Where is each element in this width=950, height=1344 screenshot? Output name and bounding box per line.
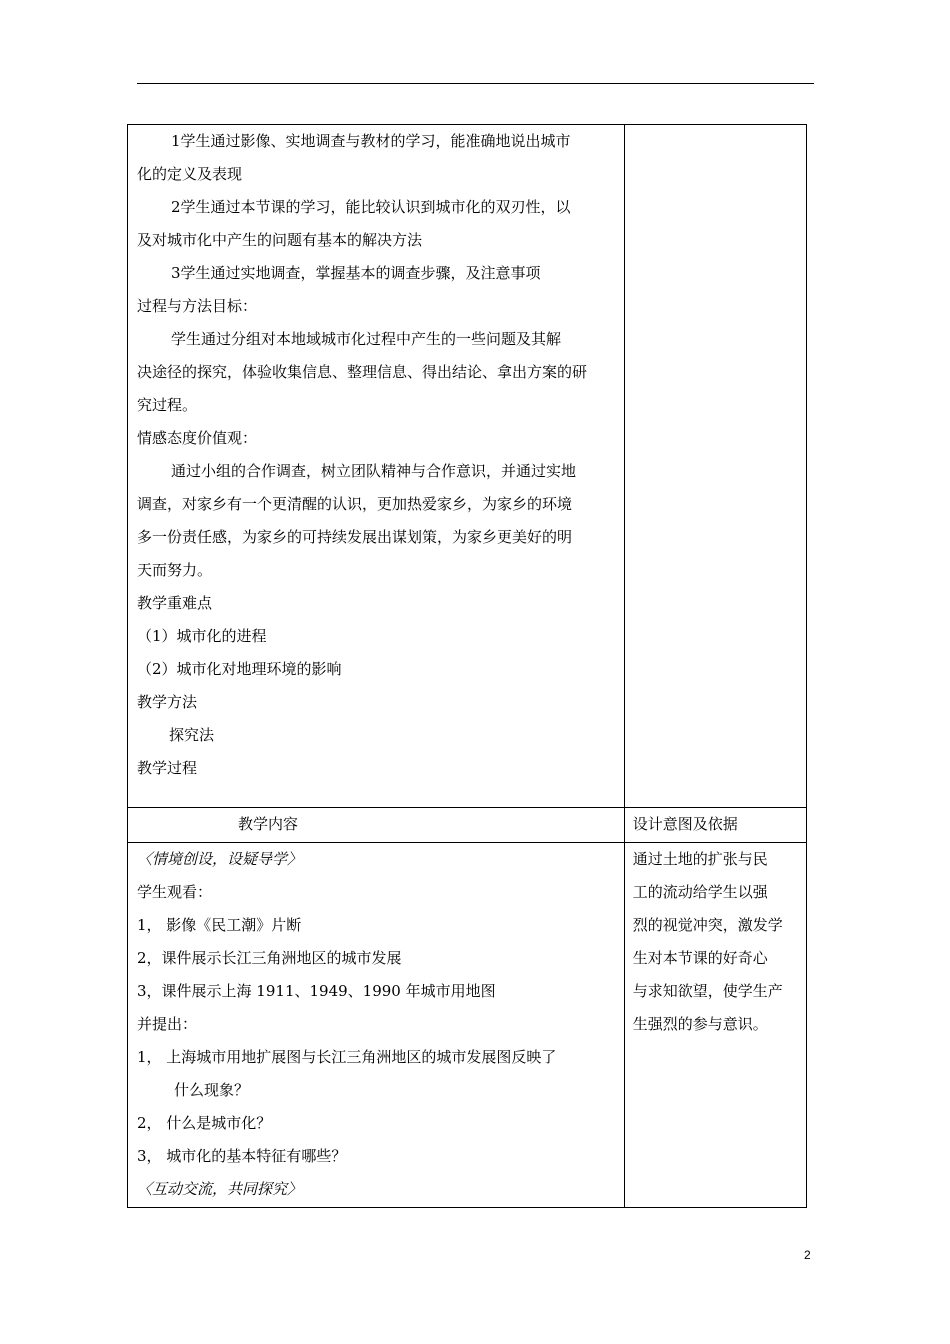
intent-header-label: 设计意图及依据 (632, 815, 738, 833)
process-method-line-3: 究过程。 (137, 396, 198, 414)
watch-item-2: 2，课件展示长江三角洲地区的城市发展 (137, 949, 402, 967)
design-intent-cell (624, 843, 806, 1208)
teaching-process-heading: 教学过程 (137, 759, 198, 777)
teaching-method-value: 探究法 (169, 726, 215, 744)
intent-line-4: 生对本节课的好奇心 (632, 949, 768, 967)
attitude-values-line-2: 调查，对家乡有一个更清醒的认识，更加热爱家乡，为家乡的环境 (137, 495, 573, 513)
watch-item-3: 3，课件展示上海 1911、1949、1990 年城市用地图 (137, 982, 496, 1000)
question-1-line-1: 1， 上海城市用地扩展图与长江三角洲地区的城市发展图反映了 (137, 1048, 557, 1066)
intent-line-3: 烈的视觉冲突，激发学 (632, 916, 783, 934)
key-point-2: （2）城市化对地理环境的影响 (137, 660, 342, 678)
students-watch-label: 学生观看： (137, 883, 213, 901)
objectives-row (128, 125, 807, 808)
objectives-right-cell (624, 125, 806, 808)
intent-column-header (624, 808, 806, 843)
teaching-method-heading: 教学方法 (137, 693, 198, 711)
key-point-1: （1）城市化的进程 (137, 627, 267, 645)
questions-label: 并提出： (137, 1015, 198, 1033)
section-heading-scenario: 〈情境创设，设疑导学〉 (137, 850, 303, 868)
table-header-row (128, 808, 807, 843)
page-number: 2 (804, 1248, 811, 1262)
intent-line-1: 通过土地的扩张与民 (632, 850, 768, 868)
attitude-values-line-4: 天而努力。 (137, 561, 213, 579)
header-rule (137, 83, 814, 84)
section-heading-interaction: 〈互动交流，共同探究〉 (137, 1180, 303, 1198)
content-row (128, 843, 807, 1208)
objectives-cell (128, 125, 625, 808)
content-column-header (128, 808, 625, 843)
objective-3-line: 3学生通过实地调查，掌握基本的调查步骤，及注意事项 (171, 264, 541, 282)
intent-line-5: 与求知欲望，使学生产 (632, 982, 783, 1000)
key-points-heading: 教学重难点 (137, 594, 213, 612)
intent-line-2: 工的流动给学生以强 (632, 883, 768, 901)
objective-1-line-1: 1学生通过影像、实地调查与教材的学习，能准确地说出城市 (171, 132, 571, 150)
watch-item-1: 1， 影像《民工潮》片断 (137, 916, 302, 934)
intent-line-6: 生强烈的参与意识。 (632, 1015, 768, 1033)
lesson-plan-table (127, 124, 807, 1208)
attitude-values-line-1: 通过小组的合作调查，树立团队精神与合作意识，并通过实地 (171, 462, 577, 480)
question-2: 2， 什么是城市化？ (137, 1114, 272, 1132)
question-3: 3， 城市化的基本特征有哪些？ (137, 1147, 347, 1165)
content-cell (128, 843, 625, 1208)
content-header-label: 教学内容 (238, 815, 299, 833)
attitude-values-line-3: 多一份责任感，为家乡的可持续发展出谋划策，为家乡更美好的明 (137, 528, 573, 546)
attitude-values-heading: 情感态度价值观： (137, 429, 258, 447)
process-method-line-2: 决途径的探究，体验收集信息、整理信息、得出结论、拿出方案的研 (137, 363, 588, 381)
question-1-line-2: 什么现象？ (174, 1081, 250, 1099)
process-method-line-1: 学生通过分组对本地域城市化过程中产生的一些问题及其解 (171, 330, 562, 348)
objective-1-line-2: 化的定义及表现 (137, 165, 243, 183)
process-method-heading: 过程与方法目标： (137, 297, 258, 315)
objective-2-line-1: 2学生通过本节课的学习，能比较认识到城市化的双刃性，以 (171, 198, 571, 216)
objective-2-line-2: 及对城市化中产生的问题有基本的解决方法 (137, 231, 423, 249)
